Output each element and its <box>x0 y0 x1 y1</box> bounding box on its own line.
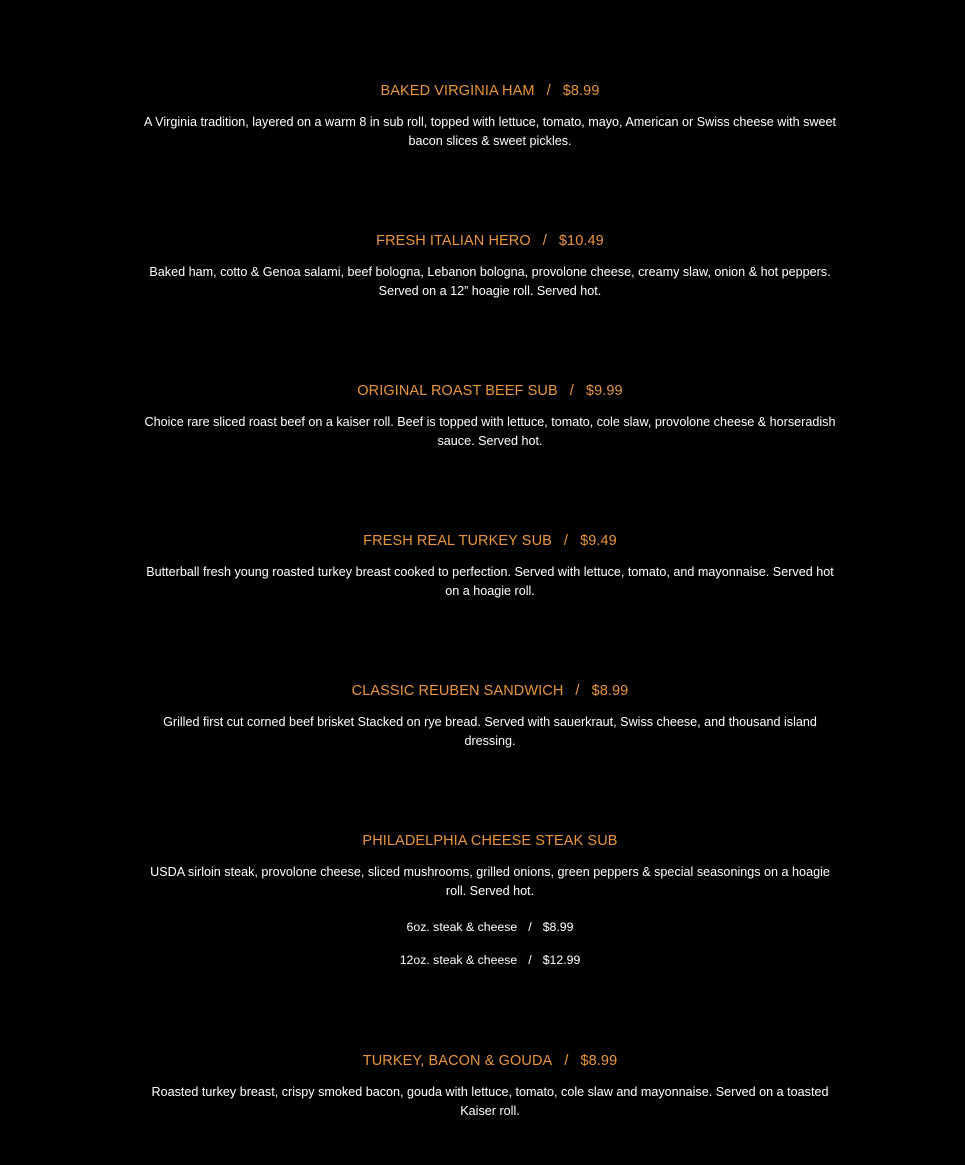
price-separator: / <box>528 953 532 967</box>
menu-item-fresh-italian-hero <box>140 232 840 301</box>
option-price: $12.99 <box>542 953 581 967</box>
item-price: $8.99 <box>591 683 629 699</box>
item-description: Baked ham, cotto & Genoa salami, beef bologna, Lebanon bologna, provolone cheese, creamy slaw, onion & hot peppers. Served on a 12” hoagie roll. Served hot. <box>149 265 831 298</box>
item-price: $9.49 <box>580 533 617 549</box>
item-description: USDA sirloin steak, provolone cheese, sliced mushrooms, grilled onions, green peppers & special seasonings on a hoagie roll. Served hot. <box>150 865 830 898</box>
menu-item-title <box>140 832 840 850</box>
price-separator: / <box>564 1053 569 1069</box>
item-name: CLASSIC REUBEN SANDWICH <box>351 683 564 699</box>
price-separator: / <box>528 920 532 934</box>
option-label: 6oz. steak & cheese <box>406 920 518 934</box>
item-description: Choice rare sliced roast beef on a kaiser roll. Beef is topped with lettuce, tomato, cole slaw, provolone cheese & horseradish sauce. Served hot. <box>144 415 836 448</box>
item-name: PHILADELPHIA CHEESE STEAK SUB <box>362 833 618 849</box>
price-separator: / <box>542 233 547 249</box>
item-name: FRESH ITALIAN HERO <box>376 233 531 249</box>
price-separator: / <box>563 533 569 549</box>
item-description: Roasted turkey breast, crispy smoked bacon, gouda with lettuce, tomato, cole slaw and mayonnaise. Served on a toasted Kaiser roll. <box>151 1085 829 1118</box>
menu-item-baked-virginia-ham <box>140 82 840 151</box>
item-description: Grilled first cut corned beef brisket Stacked on rye bread. Served with sauerkraut, Swiss cheese, and thousand island dressing. <box>163 715 817 748</box>
menu-item-title <box>140 82 840 100</box>
item-description: Butterball fresh young roasted turkey breast cooked to perfection. Served with lettuce, tomato, and mayonnaise. Served hot on a hoagie roll. <box>146 565 834 598</box>
menu-item-title <box>140 532 840 550</box>
menu-item-classic-reuben-sandwich <box>140 682 840 751</box>
item-price: $9.99 <box>585 383 623 399</box>
item-option-6oz <box>140 919 840 935</box>
menu-item-title <box>140 382 840 400</box>
menu-item-philadelphia-cheese-steak-sub <box>140 832 840 968</box>
item-name: ORIGINAL ROAST BEEF SUB <box>357 383 558 399</box>
menu-item-turkey-bacon-gouda <box>140 1052 840 1121</box>
item-description: A Virginia tradition, layered on a warm 8 in sub roll, topped with lettuce, tomato, mayo, American or Swiss cheese with sweet bacon slices & sweet pickles. <box>143 115 837 148</box>
price-separator: / <box>575 683 580 699</box>
item-price: $8.99 <box>562 83 600 99</box>
item-option-12oz <box>140 952 840 968</box>
menu-item-original-roast-beef-sub <box>140 382 840 451</box>
item-price: $8.99 <box>580 1053 618 1069</box>
price-separator: / <box>546 83 551 99</box>
item-name: BAKED VIRGINIA HAM <box>380 83 535 99</box>
menu-item-title <box>140 1052 840 1070</box>
item-name: FRESH REAL TURKEY SUB <box>363 533 552 549</box>
item-name: TURKEY, BACON & GOUDA <box>362 1053 553 1069</box>
menu-item-title <box>140 232 840 250</box>
price-separator: / <box>569 383 574 399</box>
menu-item-fresh-real-turkey-sub <box>140 532 840 601</box>
option-price: $8.99 <box>542 920 574 934</box>
item-price: $10.49 <box>558 233 604 249</box>
menu-item-title <box>140 682 840 700</box>
option-label: 12oz. steak & cheese <box>399 953 518 967</box>
